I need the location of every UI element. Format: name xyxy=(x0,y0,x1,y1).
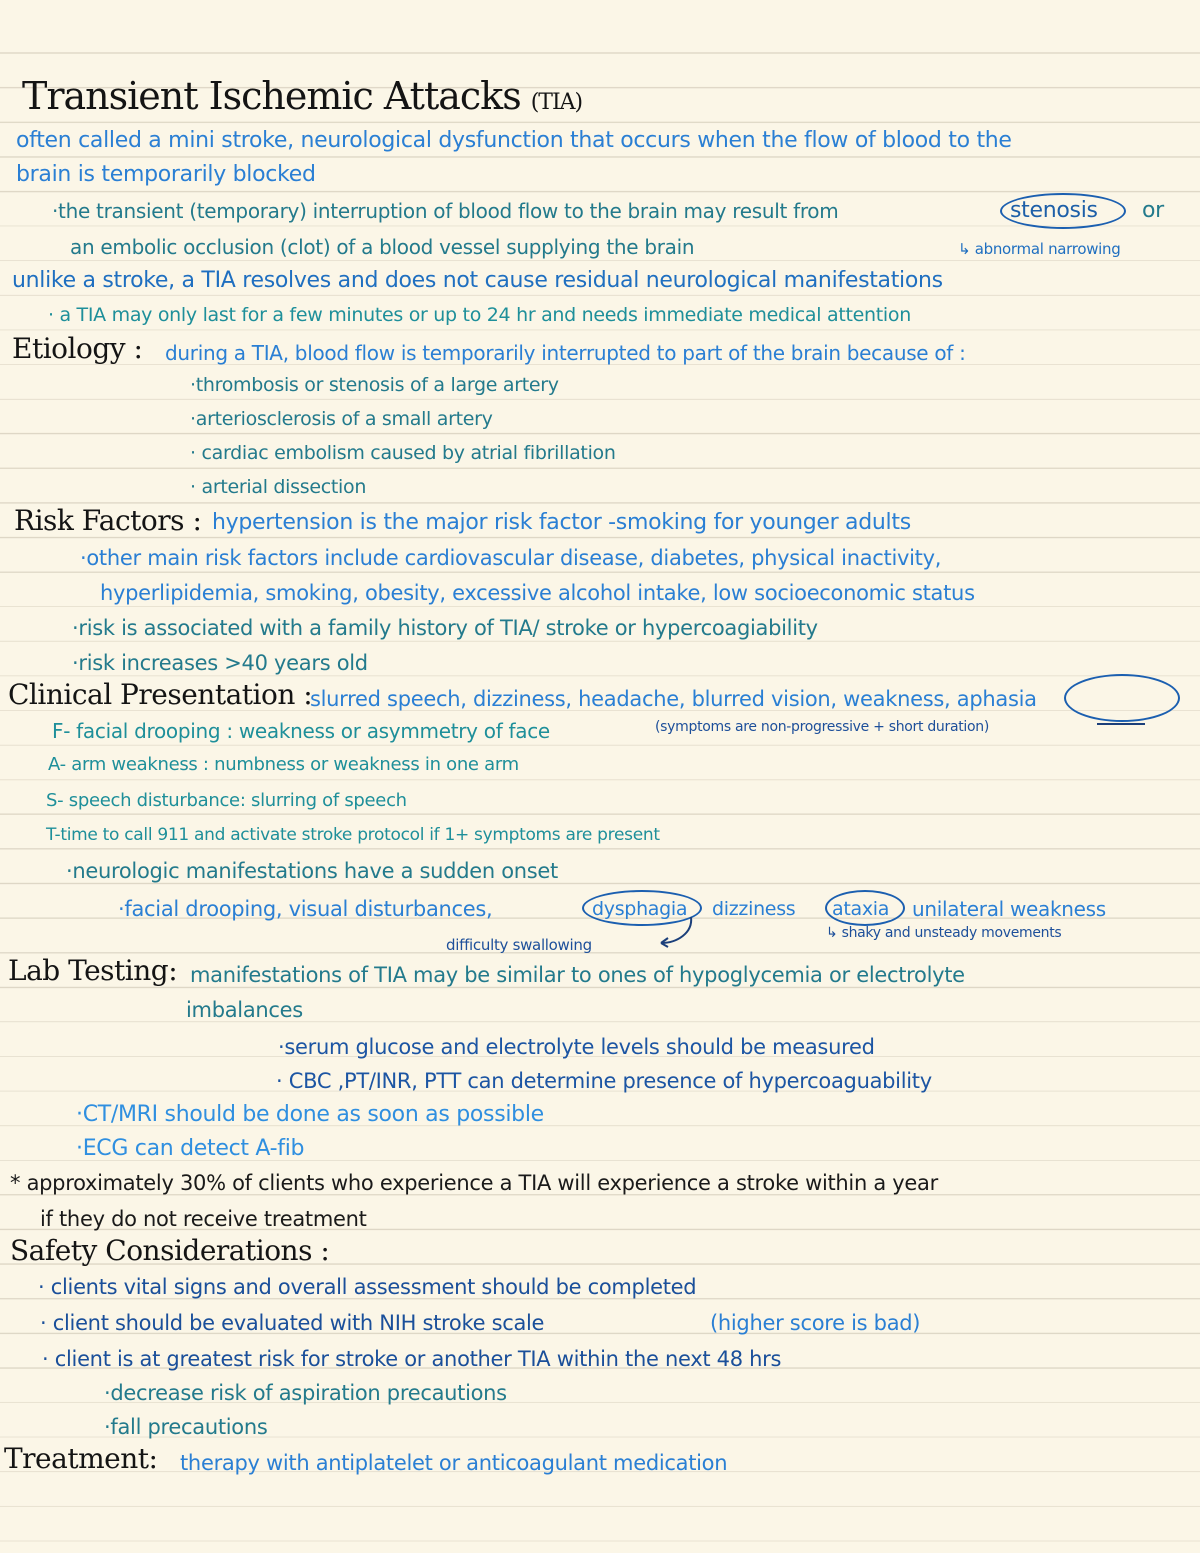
nih-score-note: (higher score is bad) xyxy=(710,1311,921,1335)
fast-f-line: F- facial drooping : weakness or asymmetry of face xyxy=(52,719,550,743)
risk-item: ·risk is associated with a family history of TIA/ stroke or hypercoagiability xyxy=(72,616,818,640)
lab-item: · CBC ,PT/INR, PTT can determine presence of hypercoaguability xyxy=(276,1069,932,1093)
treatment-text: therapy with antiplatelet or anticoagulant medication xyxy=(180,1451,728,1475)
unilateral-weakness-word: unilateral weakness xyxy=(912,897,1106,921)
symptoms-note: (symptoms are non-progressive + short duration) xyxy=(655,719,990,735)
lab-intro-2: imbalances xyxy=(186,998,303,1022)
unlike-stroke-line: unlike a stroke, a TIA resolves and does not cause residual neurological manifestations xyxy=(12,268,943,293)
safety-item: · clients vital signs and overall assessment should be completed xyxy=(38,1275,697,1299)
fast-s-line: S- speech disturbance: slurring of speech xyxy=(46,790,407,811)
risk-intro: hypertension is the major risk factor -smoking for younger adults xyxy=(212,510,911,535)
risk-item: ·other main risk factors include cardiovascular disease, diabetes, physical inactivity, xyxy=(80,546,942,570)
aphasia-arrow-icon xyxy=(1095,710,1155,732)
lab-item: ·ECG can detect A-fib xyxy=(76,1136,305,1161)
ataxia-word: ataxia xyxy=(832,898,890,920)
safety-item: · client should be evaluated with NIH stroke scale xyxy=(40,1311,545,1335)
safety-item: · client is at greatest risk for stroke or another TIA within the next 48 hrs xyxy=(42,1347,782,1371)
clinical-presentation-heading: Clinical Presentation : xyxy=(8,678,313,711)
lab-testing-heading: Lab Testing: xyxy=(8,954,178,987)
dysphagia-arrow-icon xyxy=(655,915,695,949)
safety-heading: Safety Considerations : xyxy=(10,1234,330,1267)
treatment-heading: Treatment: xyxy=(4,1442,158,1475)
fast-a-line: A- arm weakness : numbness or weakness in one arm xyxy=(48,754,519,775)
etiology-intro: during a TIA, blood flow is temporarily interrupted to part of the brain because of : xyxy=(165,341,966,365)
stroke-risk-note: * approximately 30% of clients who experience a TIA will experience a stroke within a year xyxy=(10,1171,938,1195)
risk-item: hyperlipidemia, smoking, obesity, excessive alcohol intake, low socioeconomic status xyxy=(100,581,975,605)
fast-t-line: T-time to call 911 and activate stroke protocol if 1+ symptoms are present xyxy=(46,825,660,845)
risk-factors-heading: Risk Factors : xyxy=(14,504,202,537)
etiology-item: ·thrombosis or stenosis of a large artery xyxy=(190,374,559,396)
safety-item: ·fall precautions xyxy=(104,1415,268,1439)
title-text: Transient Ischemic Attacks xyxy=(22,74,521,118)
dysphagia-word: dysphagia xyxy=(592,898,688,920)
risk-item: ·risk increases >40 years old xyxy=(72,651,368,675)
clinical-intro: slurred speech, dizziness, headache, blurred vision, weakness, aphasia xyxy=(310,687,1037,711)
shaky-movements-note: ↳ shaky and unsteady movements xyxy=(826,925,1062,941)
etiology-heading: Etiology : xyxy=(12,332,143,365)
transient-line-1: ·the transient (temporary) interruption of blood flow to the brain may result from xyxy=(52,199,839,223)
etiology-item: ·arteriosclerosis of a small artery xyxy=(190,408,493,430)
definition-line-2: brain is temporarily blocked xyxy=(16,162,316,187)
sudden-onset-line: ·neurologic manifestations have a sudden onset xyxy=(66,859,558,883)
page-title xyxy=(22,72,582,127)
stenosis-word: stenosis xyxy=(1010,198,1098,223)
stroke-risk-note-2: if they do not receive treatment xyxy=(40,1207,367,1231)
title-abbr: (TIA) xyxy=(530,90,583,115)
lab-item: ·CT/MRI should be done as soon as possible xyxy=(76,1102,544,1127)
dizziness-word: dizziness xyxy=(712,898,796,920)
or-word: or xyxy=(1142,198,1164,223)
abnormal-narrowing-note: ↳ abnormal narrowing xyxy=(958,240,1121,258)
definition-line-1: often called a mini stroke, neurological dysfunction that occurs when the flow of blood to the xyxy=(16,128,1012,153)
duration-line: · a TIA may only last for a few minutes or up to 24 hr and needs immediate medical attention xyxy=(48,304,911,326)
safety-item: ·decrease risk of aspiration precautions xyxy=(104,1381,507,1405)
etiology-item: · arterial dissection xyxy=(190,476,367,498)
lab-intro: manifestations of TIA may be similar to ones of hypoglycemia or electrolyte xyxy=(190,963,965,987)
lab-item: ·serum glucose and electrolyte levels should be measured xyxy=(278,1035,875,1059)
transient-line-2: an embolic occlusion (clot) of a blood vessel supplying the brain xyxy=(70,235,695,259)
etiology-item: · cardiac embolism caused by atrial fibrillation xyxy=(190,442,616,464)
difficulty-swallowing-note: difficulty swallowing xyxy=(446,936,592,954)
symptoms-line: ·facial drooping, visual disturbances, xyxy=(118,897,493,921)
